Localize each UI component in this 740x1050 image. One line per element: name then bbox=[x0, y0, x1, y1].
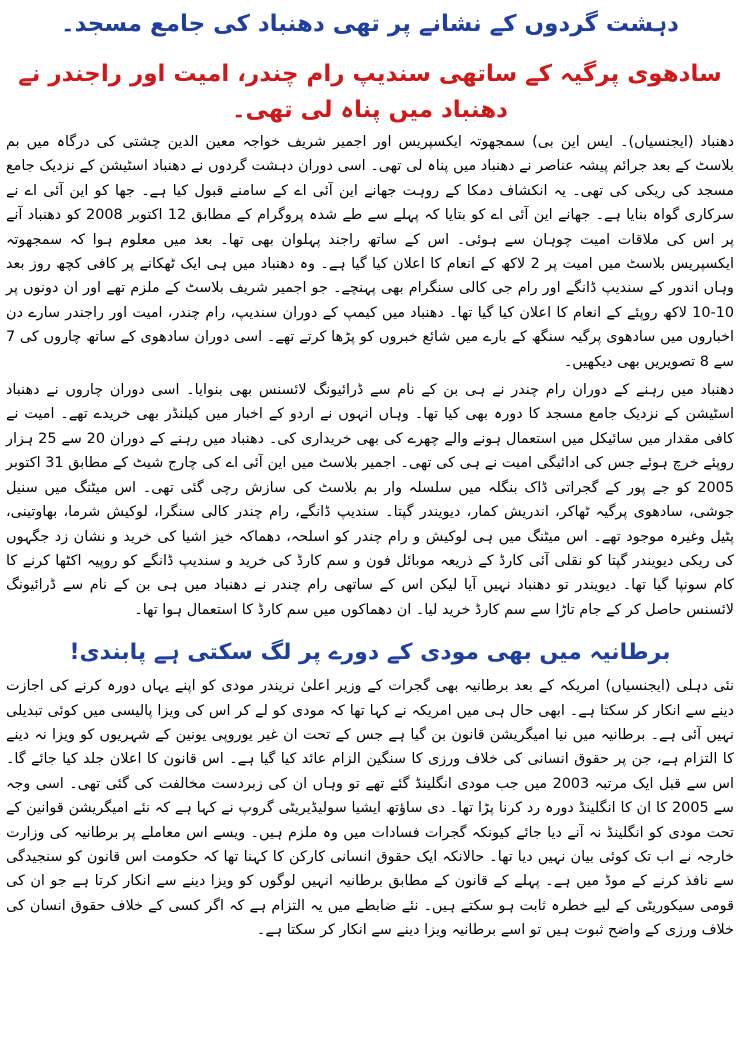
article-subheadline: سادھوی پرگیہ کے ساتھی سندیپ رام چندر، امیت اور راجندر نے دھنباد میں پناہ لی تھی۔ bbox=[18, 61, 722, 123]
article-headline: برطانیہ میں بھی مودی کے دورے پر لگ سکتی ہے پابندی! bbox=[69, 640, 671, 666]
article-dhanbad bbox=[6, 6, 734, 622]
article-paragraph: دھنباد میں رہنے کے دوران رام چندر نے ہی بن کے نام سے ڈرائیونگ لائسنس بھی بنوایا۔ اسی دوران چاروں نے دھنباد اسٹیشن کے نزدیک جامع مسجد کا دورہ بھی کیا تھا۔ وہاں انہوں نے اردو کے اخبار میں کیلنڈر بھی خریدے تھے۔ امیت نے کافی مقدار میں سائیکل میں استعمال ہونے والے چھرے کی بھی خریداری کی۔ دھنباد میں رہنے کے دوران 20 سے 25 ہزار روپئے خرچ ہوئے جس کی ادائیگی امیت نے ہی کی تھی۔ اجمیر بلاسٹ میں این آئی اے کی چارج شیٹ کے مطابق 31 اکتوبر 2005 کو جے پور کے گجراتی ڈاک بنگلہ میں سلسلہ وار بم بلاسٹ کی سازش رچی گئی تھی۔ اس میٹنگ میں سنیل جوشی، سادھوی پرگیہ ٹھاکر، اندریش کمار، دیویندر گپتا۔ سندیپ ڈانگے، رام چندر کالی سنگرا، لوکیش شرما، بھاوتینی، پٹیل وغیرہ موجود تھے۔ اس میٹنگ میں ہی لوکیش و رام چندر کو اسلحہ، دھماکہ خیز اشیا کی خرید و نشان زد جگہوں کی ریکی دیویندر گپتا کو نقلی آئی کارڈ کے ذریعہ موبائل فون و سم کارڈ کی خرید و سندیپ ڈانگے کو روپیہ اکٹھا کرنے کا کام سونپا گیا تھا۔ دیویندر تو دھنباد نہیں آیا لیکن اس کے ساتھی رام چندر نے دھنباد میں ہی بن کے نام سے ڈرائیونگ لائسنس حاصل کر کے جام تاڑا سے سم کارڈ خرید لیا۔ ان دھماکوں میں سم کارڈ کا استعمال ہوا تھا۔ bbox=[6, 382, 735, 618]
article-britain-modi bbox=[6, 636, 734, 942]
article-paragraph: نئی دہلی (ایجنسیاں) امریکہ کے بعد برطانیہ بھی گجرات کے وزیر اعلیٰ نریندر مودی کو اپنے یہاں دورہ کرنے کی اجازت دینے سے انکار کر سکتا ہے۔ ابھی حال ہی میں امریکہ نے کہا تھا کہ مودی کو لے کر اس کی ویزا پالیسی میں کوئی تبدیلی نہیں آئی ہے۔ برطانیہ میں نیا امیگریشن قانون بن گیا ہے جس کے تحت ان غیر یوروپی یونین کے شہریوں کو ویزا نہ دینے کا التزام ہے، جن پر حقوق انسانی کی خلاف ورزی کا سنگین الزام عائد کیا گیا ہے۔ اس قانون کا اعلان جلد کیا جائے گا۔ اس سے قبل ایک مرتبہ 2003 میں جب مودی انگلینڈ گئے تھے تو وہاں ان کی زبردست مخالفت کی گئی تھی۔ اسی وجہ سے 2005 کا ان کا انگلینڈ دورہ رد کرنا پڑا تھا۔ دی ساؤتھ ایشیا سولیڈیریٹی گروپ نے کہا ہے کہ نئے امیگریشن قوانین کے تحت مودی کو انگلینڈ نہ آنے دیا جائے کیونکہ گجرات فسادات میں وہ ملزم ہیں۔ ویسے اس معاملے پر برطانیہ کی وزارت خارجہ نے اب تک کوئی بیان نہیں دیا تھا۔ حالانکہ ایک حقوق انسانی کارکن کا کہنا تھا کہ حکومت اس قانون کو سنجیدگی سے نافذ کرنے کے موڈ میں ہے۔ پہلے کے قانون کے مطابق برطانیہ انہیں لوگوں کو ویزا دینے سے انکار کرتا ہے جو ان کی قومی سیکوریٹی کے لیے خطرہ ثابت ہو سکتے ہیں۔ نئے ضابطے میں یہ التزام ہے کہ اگر کسی کے خلاف حقوق انسان کی خلاف ورزی کے واضح ثبوت ہیں تو اسے برطانیہ ویزا دینے سے انکار کر سکتا ہے۔ bbox=[6, 678, 735, 939]
article-headline: دہشت گردوں کے نشانے پر تھی دھنباد کی جامع مسجد۔ bbox=[61, 11, 679, 37]
article-paragraph: دھنباد (ایجنسیاں)۔ ایس این بی) سمجھوتہ ایکسپریس اور اجمیر شریف خواجہ معین الدین چشتی کی درگاہ میں بم بلاسٹ کے بعد جرائم پیشہ عناصر نے دھنباد میں پناہ لی تھی۔ اسی دوران دہشت گردوں نے دھنباد اسٹیشن کے نزدیک جامع مسجد کی ریکی کی تھی۔ یہ انکشاف دمکا کے روہت جھانے این آئی اے کے سامنے قبول کیا ہے۔ جھا کو این آئی اے نے سرکاری گواہ بنایا ہے۔ جھانے این آئی اے کو بتایا کہ پہلے سے طے شدہ پروگرام کے مطابق 12 اکتوبر 2008 کو دھنباد آنے پر اس کی ملاقات امیت چوہان سے ہوئی۔ اس کے ساتھ راجند پہلوان بھی تھا۔ بعد میں معلوم ہوا کہ سمجھوتہ ایکسپریس بلاسٹ میں امیت پر 2 لاکھ کے انعام کا اعلان کیا گیا ہے۔ وہ دھنباد میں ہی ایک ٹھکانے پر کافی کچھ روز بعد وہاں اندور کے سندیپ ڈانگے اور رام جی کالی سنگرام بھی پہنچے۔ جو اجمیر شریف بلاسٹ کے ملزم تھے اور ان دونوں پر 10-10 لاکھ روپئے کے انعام کا اعلان کیا گیا تھا۔ دھنباد میں کیمپ کے دوران سندیپ، رام چندر، امیت اور راجندر سارے دن اخباروں میں سادھوی پرگیہ سنگھ کے بارے میں شائع خبروں کو پڑھا کرتے تھے۔ اسی دوران سادھوی کے ساتھ چاروں کی 7 سے 8 تصویریں بھی دیکھیں۔ bbox=[6, 134, 734, 370]
